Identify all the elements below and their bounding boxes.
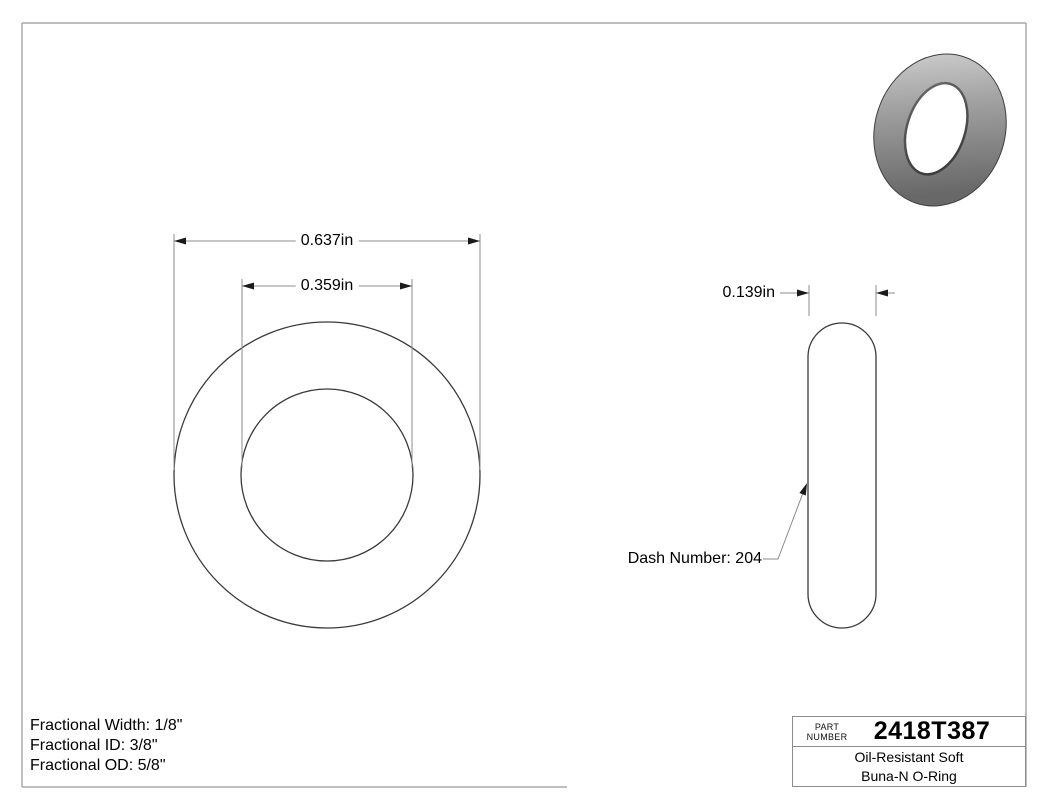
id-arrow-right — [400, 283, 412, 290]
part-number-block — [792, 716, 1026, 787]
description-line-1: Oil-Resistant Soft — [854, 748, 964, 765]
spec-od: Fractional OD: 5/8" — [30, 757, 166, 774]
part-description — [793, 747, 1025, 786]
dash-number-label: Dash Number: 204 — [627, 550, 762, 567]
width-arrow-left — [797, 290, 809, 297]
outer-circle — [174, 322, 480, 628]
fractional-specs — [30, 716, 182, 776]
front-view — [174, 322, 480, 628]
dimension-lines — [174, 234, 895, 559]
spec-width: Fractional Width: 1/8" — [30, 717, 183, 734]
od-dimension-label: 0.637in — [296, 232, 359, 250]
arrowheads — [174, 238, 888, 496]
side-view-capsule — [808, 323, 876, 628]
dash-leader-line — [763, 485, 806, 559]
id-dimension-label: 0.359in — [296, 277, 359, 295]
number-word: NUMBER — [806, 731, 848, 742]
o-ring-3d-render — [854, 37, 1025, 224]
part-word: PART — [814, 721, 840, 732]
od-arrow-left — [174, 238, 186, 245]
dash-leader-arrow — [799, 483, 807, 496]
inner-circle — [241, 389, 413, 561]
spec-id: Fractional ID: 3/8" — [30, 737, 158, 754]
od-arrow-right — [468, 238, 480, 245]
part-number-value: 2418T387 — [873, 717, 991, 745]
width-arrow-right — [876, 290, 888, 297]
description-line-2: Buna-N O-Ring — [861, 767, 957, 784]
part-number-row — [793, 717, 1025, 747]
width-dimension-label: 0.139in — [722, 284, 775, 301]
id-arrow-left — [242, 283, 254, 290]
part-number-caption — [793, 722, 853, 742]
